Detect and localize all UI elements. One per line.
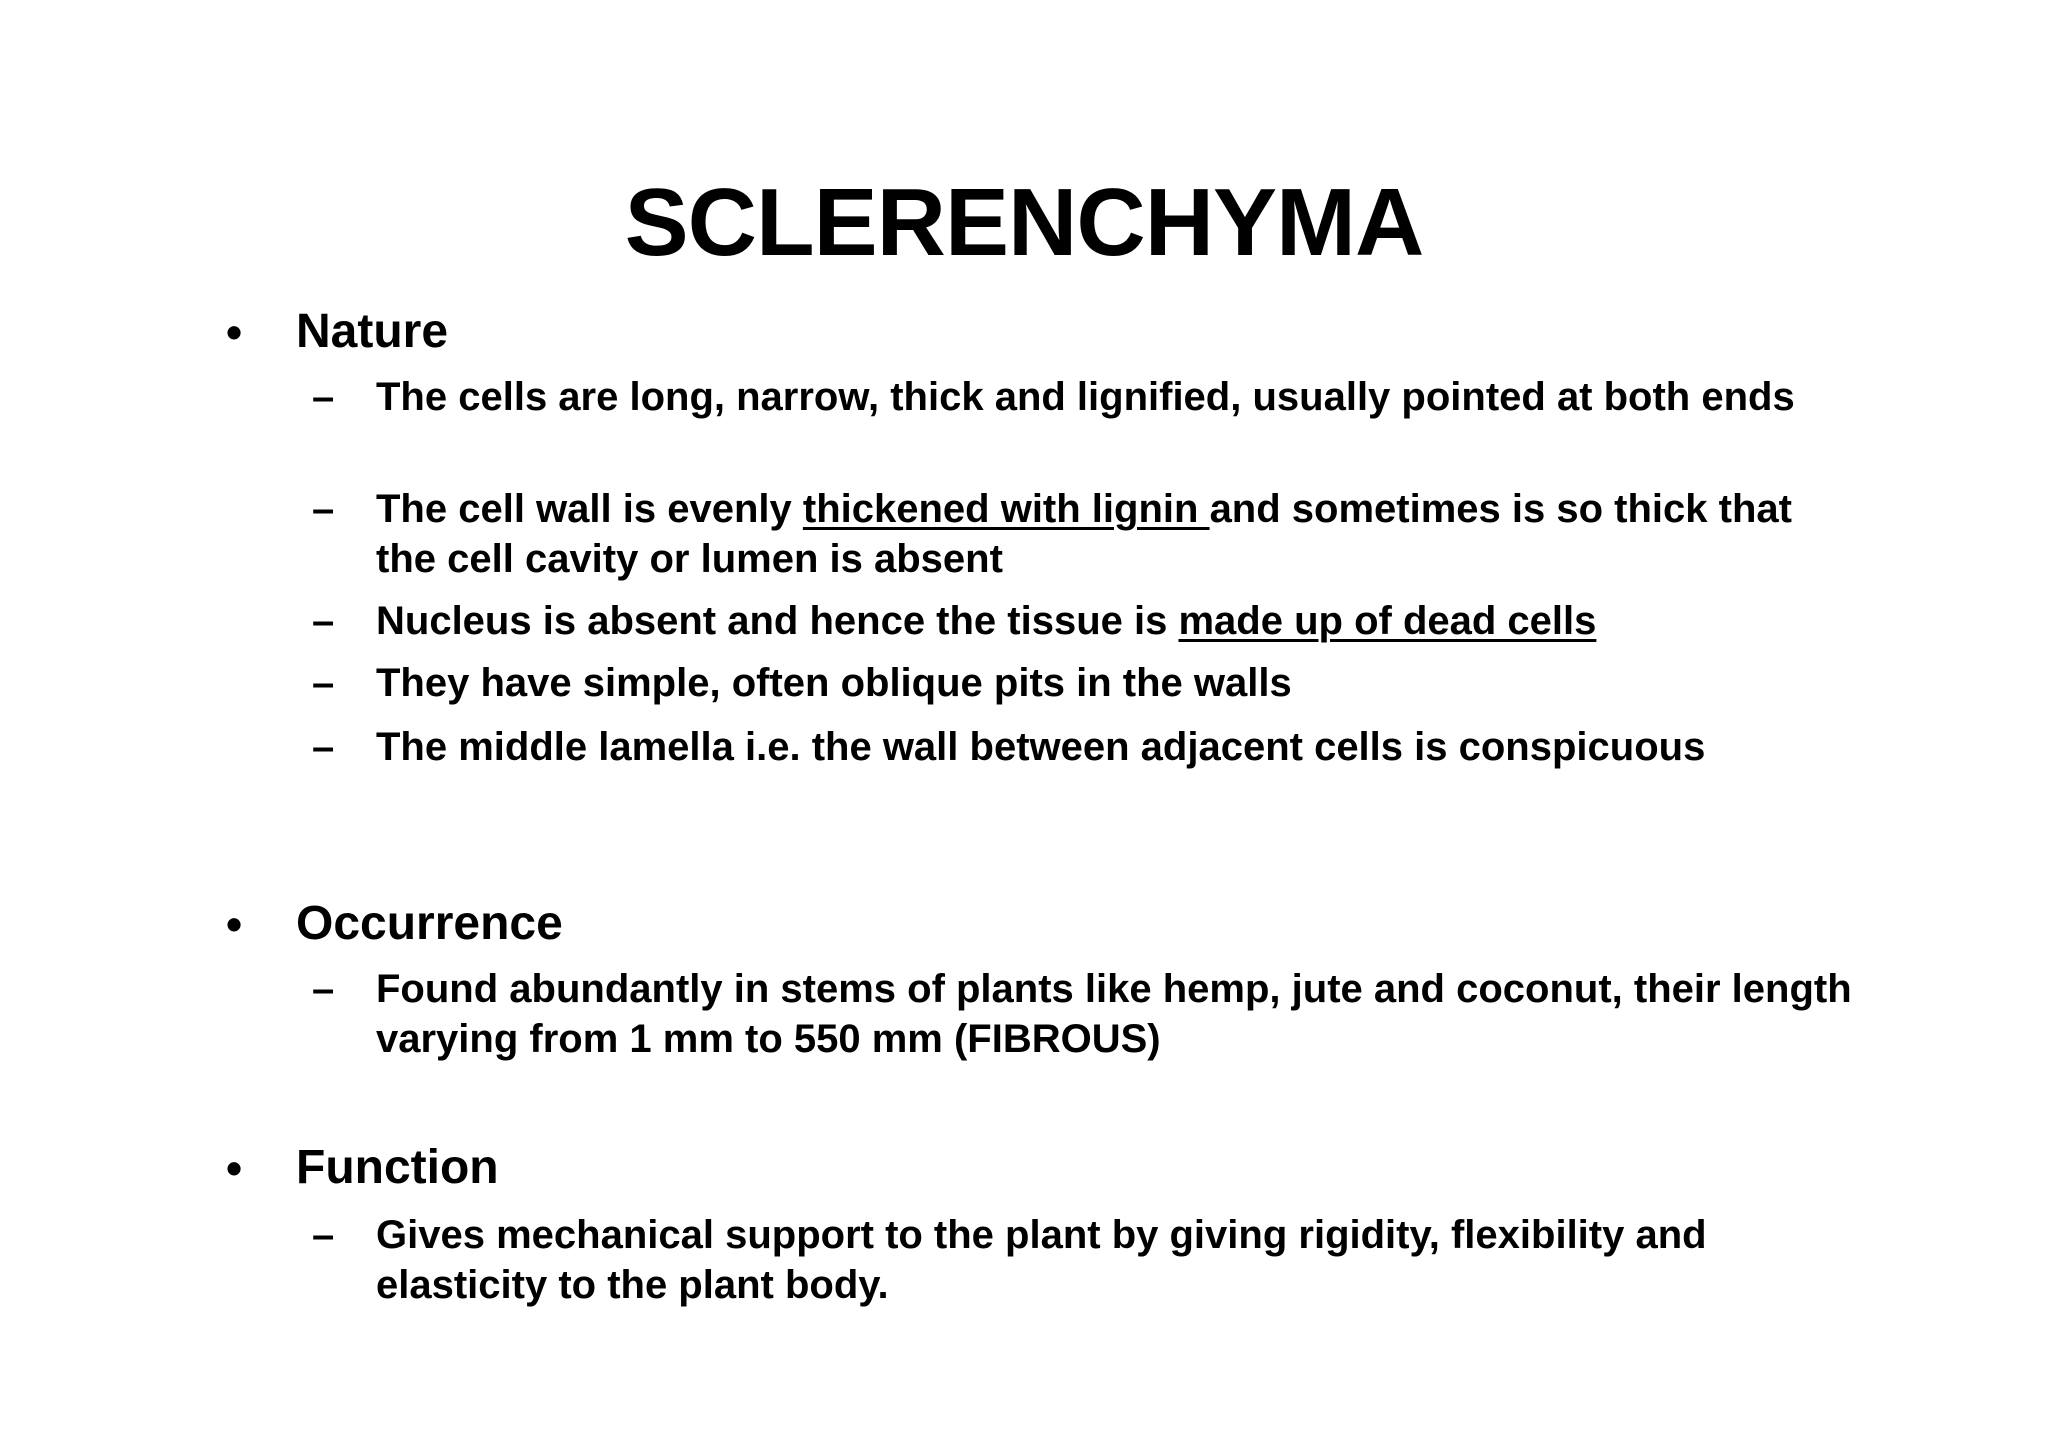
heading-occurrence: Occurrence	[296, 897, 563, 950]
slide-title: SCLERENCHYMA	[624, 169, 1424, 276]
item-text: Found abundantly in stems of plants like hemp, jute and coconut, their length varying from 1 mm to 550 mm (FIBROUS)	[376, 967, 1852, 1061]
underlined-phrase: made up of dead cells	[1178, 599, 1597, 643]
item-text-pre: The cell wall is evenly	[376, 487, 803, 531]
item-text-pre: Nucleus is absent and hence the tissue is	[376, 599, 1179, 643]
nature-item-3	[312, 596, 1856, 646]
item-text: The cells are long, narrow, thick and lignified, usually pointed at both ends	[376, 375, 1795, 419]
nature-item-1	[312, 372, 1856, 422]
dash-marker: –	[312, 1213, 335, 1257]
function-item-1	[312, 1210, 1856, 1310]
dash-marker: –	[312, 375, 335, 419]
bullet-function: •	[226, 1142, 243, 1194]
dash-marker: –	[312, 725, 335, 769]
occurrence-item-1	[312, 964, 1856, 1064]
bullet-nature: •	[226, 306, 243, 358]
underlined-phrase: thickened with lignin	[802, 487, 1210, 531]
nature-item-2	[312, 484, 1856, 584]
dash-marker: –	[312, 661, 335, 705]
bullet-occurrence: •	[226, 898, 243, 950]
item-text-post: and sometimes is so thick that the cell cavity or lumen is absent	[376, 487, 1792, 581]
item-text: The middle lamella i.e. the wall between adjacent cells is conspicuous	[376, 725, 1706, 769]
heading-nature: Nature	[296, 305, 449, 358]
item-text: They have simple, often oblique pits in the walls	[376, 661, 1292, 705]
dash-marker: –	[312, 967, 335, 1011]
nature-item-4	[312, 658, 1856, 708]
dash-marker: –	[312, 487, 335, 531]
heading-function: Function	[296, 1141, 499, 1194]
item-text: Gives mechanical support to the plant by giving rigidity, flexibility and elasticity to the plant body.	[376, 1213, 1707, 1307]
dash-marker: –	[312, 599, 335, 643]
nature-item-5	[312, 722, 1856, 772]
